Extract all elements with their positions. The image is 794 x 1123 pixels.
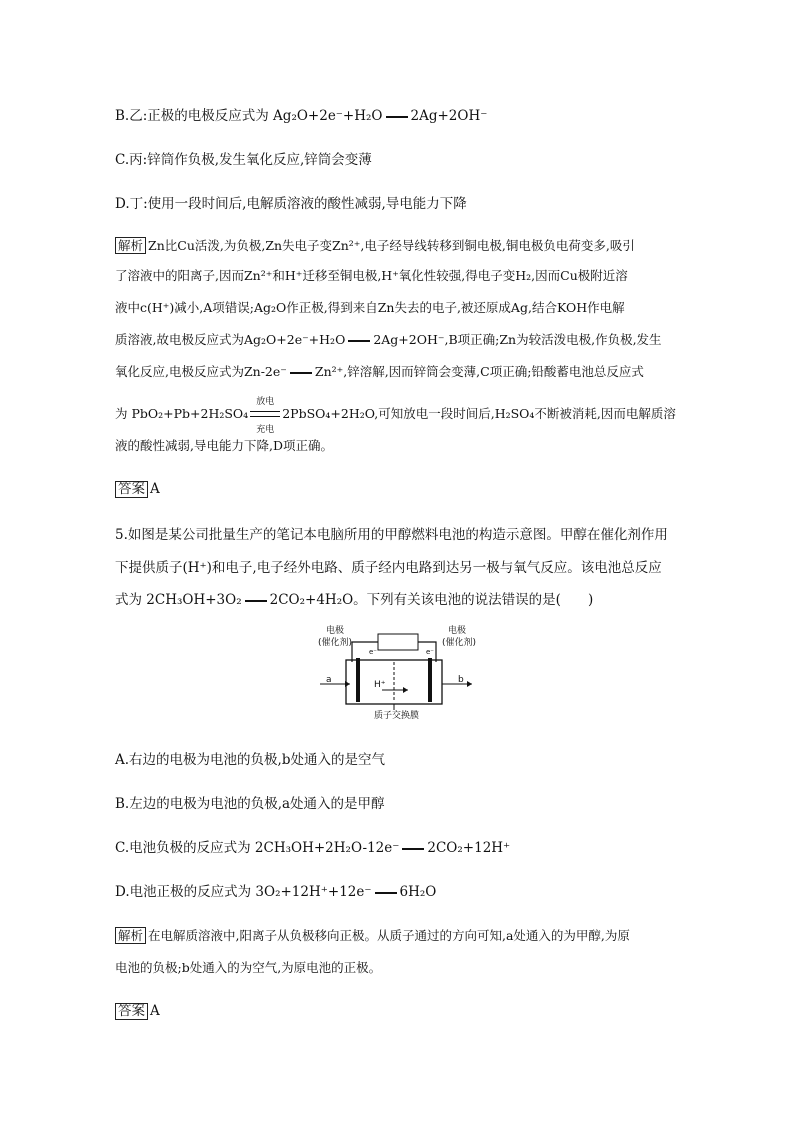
left-catalyst-label: (催化剂) xyxy=(318,638,353,648)
proton-label: H⁺ xyxy=(374,680,386,690)
q4-option-b: B.乙:正极的电极反应式为 Ag₂O+2e⁻+H₂O 2Ag+2OH⁻ xyxy=(115,108,488,124)
equals-sign xyxy=(375,892,397,894)
right-catalyst-label: (催化剂) xyxy=(442,638,477,648)
analysis-tag: 解析 xyxy=(115,237,146,254)
right-electrode xyxy=(428,658,432,702)
left-electron-label: e⁻ xyxy=(369,648,378,656)
q4-option-c: C.丙:锌筒作负极,发生氧化反应,锌筒会变薄 xyxy=(115,152,372,168)
q5-option-a: A.右边的电极为电池的负极,b处通入的是空气 xyxy=(115,752,385,768)
answer-tag: 答案 xyxy=(115,481,148,498)
equals-sign xyxy=(348,340,370,342)
q5-option-c: C.电池负极的反应式为 2CH₃OH+2H₂O-12e⁻ 2CO₂+12H⁺ xyxy=(115,840,511,856)
q4-option-d: D.丁:使用一段时间后,电解质溶液的酸性减弱,导电能力下降 xyxy=(115,196,467,212)
left-electrode xyxy=(356,658,360,702)
equals-sign xyxy=(386,116,408,118)
reversible-arrow: 放电 充电 xyxy=(250,408,280,422)
membrane-label: 质子交换膜 xyxy=(374,711,420,721)
q4-answer: 答案 A xyxy=(115,481,160,498)
inlet-b-label: b xyxy=(458,675,464,685)
fuel-cell-diagram xyxy=(312,622,492,722)
equals-sign xyxy=(245,600,267,602)
q5-answer: 答案 A xyxy=(115,1003,160,1020)
answer-tag: 答案 xyxy=(115,1003,148,1020)
right-electrode-label: 电极 xyxy=(448,626,467,636)
load-box xyxy=(378,634,418,650)
q5-option-b: B.左边的电极为电池的负极,a处通入的是甲醇 xyxy=(115,796,385,812)
right-electron-label: e⁻ xyxy=(426,648,435,656)
inlet-a-label: a xyxy=(326,675,332,685)
analysis-tag: 解析 xyxy=(115,927,146,944)
equals-sign xyxy=(290,372,312,374)
q5-option-d: D.电池正极的反应式为 3O₂+12H⁺+12e⁻ 6H₂O xyxy=(115,884,437,900)
left-electrode-label: 电极 xyxy=(326,626,345,636)
equals-sign xyxy=(402,848,424,850)
